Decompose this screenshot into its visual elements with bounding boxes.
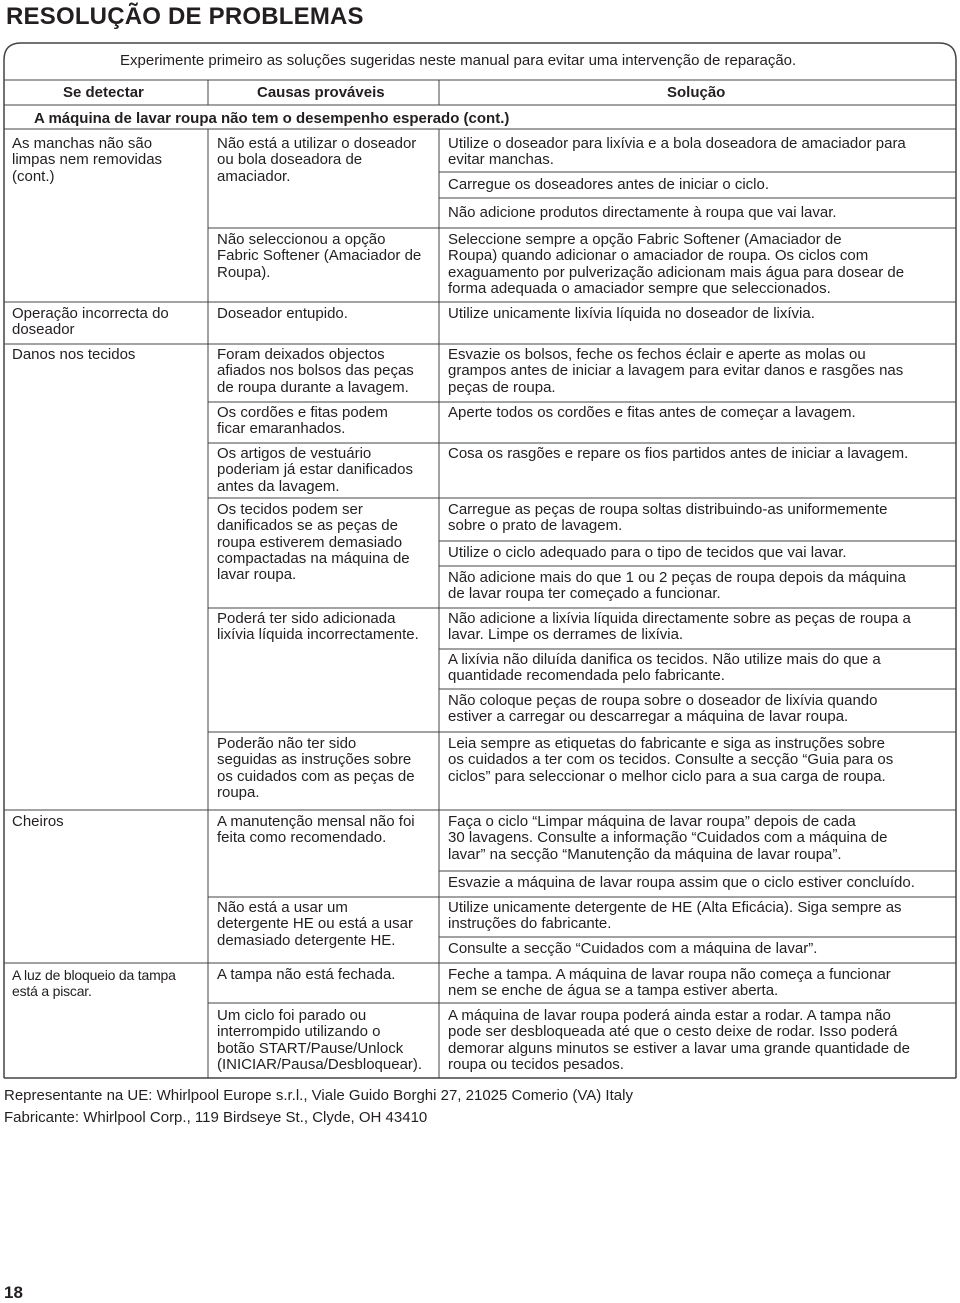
solution-8: Cosa os rasgões e repare os fios partidos antes de iniciar a lavagem. (448, 445, 909, 462)
solution-11: Não adicione mais do que 1 ou 2 peças de roupa depois da máquina de lavar roupa ter começado a funcionar. (448, 569, 906, 603)
intro-text: Experimente primeiro as soluções sugeridas neste manual para evitar uma intervenção de reparação. (120, 52, 797, 69)
solution-3: Não adicione produtos directamente à roupa que vai lavar. (448, 204, 837, 221)
header-detect: Se detectar (63, 84, 144, 101)
solution-19: Consulte a secção “Cuidados com a máquina de lavar”. (448, 940, 818, 957)
solution-4: Seleccione sempre a opção Fabric Softener (Amaciador de Roupa) quando adicionar o amaciador de roupa. Os ciclos com exaguamento por pulverização adicionam mais água para dosear de forma adequada o amaciador sempre que seleccionados. (448, 231, 905, 297)
page-title: RESOLUÇÃO DE PROBLEMAS (6, 3, 364, 30)
cause-manutencao: A manutenção mensal não foi feita como recomendado. (217, 813, 415, 847)
cause-doseador: Não está a utilizar o doseador ou bola doseadora de amaciador. (217, 135, 417, 185)
cause-tampa: A tampa não está fechada. (217, 966, 396, 983)
cause-artigos: Os artigos de vestuário poderiam já estar danificados antes da lavagem. (217, 445, 413, 495)
solution-2: Carregue os doseadores antes de iniciar o ciclo. (448, 176, 770, 193)
cause-entupido: Doseador entupido. (217, 305, 348, 322)
cause-detergente: Não está a usar um detergente HE ou está a usar demasiado detergente HE. (217, 899, 413, 949)
solution-21: A máquina de lavar roupa poderá ainda estar a rodar. A tampa não pode ser desbloqueada até que o cesto deixe de rodar. Isso poderá demorar alguns minutos se estiver a lavar uma grande quantidade de roupa ou tecidos pesados. (448, 1007, 910, 1073)
section-subheader: A máquina de lavar roupa não tem o desempenho esperado (cont.) (34, 110, 510, 127)
header-solution: Solução (667, 84, 726, 101)
solution-17: Esvazie a máquina de lavar roupa assim que o ciclo estiver concluído. (448, 874, 915, 891)
header-causes: Causas prováveis (257, 84, 385, 101)
cause-cordoes: Os cordões e fitas podem ficar emaranhados. (217, 404, 388, 438)
solution-18: Utilize unicamente detergente de HE (Alta Eficácia). Siga sempre as instruções do fabricante. (448, 899, 902, 933)
problem-cheiros: Cheiros (12, 813, 64, 830)
cause-lixivia: Poderá ter sido adicionada lixívia líquida incorrectamente. (217, 610, 419, 644)
cause-instrucoes: Poderão não ter sido seguidas as instruções sobre os cuidados com as peças de roupa. (217, 735, 415, 801)
solution-14: Não coloque peças de roupa sobre o doseador de lixívia quando estiver a carregar ou descarregar a máquina de lavar roupa. (448, 692, 878, 726)
problem-danos: Danos nos tecidos (12, 346, 136, 363)
solution-13: A lixívia não diluída danifica os tecidos. Não utilize mais do que a quantidade recomendada pelo fabricante. (448, 651, 881, 685)
footer-representative: Representante na UE: Whirlpool Europe s.r.l., Viale Guido Borghi 27, 21025 Comerio (VA) Italy (4, 1087, 633, 1104)
cause-ciclo-parado: Um ciclo foi parado ou interrompido utilizando o botão START/Pause/Unlock (INICIAR/Pausa/Desbloquear). (217, 1007, 423, 1073)
solution-15: Leia sempre as etiquetas do fabricante e siga as instruções sobre os cuidados a ter com os tecidos. Consulte a secção “Guia para os ciclos” para seleccionar o melhor ciclo para a sua carga de roupa. (448, 735, 894, 785)
solution-16: Faça o ciclo “Limpar máquina de lavar roupa” depois de cada 30 lavagens. Consulte a informação “Cuidados com a máquina de lavar” na secção “Manutenção da máquina de lavar roupa”. (448, 813, 888, 863)
cause-compactadas: Os tecidos podem ser danificados se as peças de roupa estiverem demasiado compactadas na máquina de lavar roupa. (217, 501, 410, 584)
cause-objectos: Foram deixados objectos afiados nos bolsos das peças de roupa durante a lavagem. (217, 346, 414, 396)
solution-5: Utilize unicamente lixívia líquida no doseador de lixívia. (448, 305, 815, 322)
problem-manchas: As manchas não são limpas nem removidas (cont.) (12, 135, 163, 185)
footer-manufacturer: Fabricante: Whirlpool Corp., 119 Birdseye St., Clyde, OH 43410 (4, 1109, 428, 1126)
cause-fabric-softener: Não seleccionou a opção Fabric Softener (Amaciador de Roupa). (217, 231, 422, 281)
problem-operacao: Operação incorrecta do doseador (12, 305, 169, 339)
problem-luz: A luz de bloqueio da tampa está a piscar. (12, 967, 176, 1000)
solution-9: Carregue as peças de roupa soltas distribuindo-as uniformemente sobre o prato de lavagem. (448, 501, 888, 535)
solution-1: Utilize o doseador para lixívia e a bola doseadora de amaciador para evitar manchas. (448, 135, 906, 169)
solution-6: Esvazie os bolsos, feche os fechos éclair e aperte as molas ou grampos antes de iniciar a lavagem para evitar danos e rasgões nas peças de roupa. (448, 346, 904, 396)
solution-7: Aperte todos os cordões e fitas antes de começar a lavagem. (448, 404, 856, 421)
solution-12: Não adicione a lixívia líquida directamente sobre as peças de roupa a lavar. Limpe os derrames de lixívia. (448, 610, 911, 644)
solution-10: Utilize o ciclo adequado para o tipo de tecidos que vai lavar. (448, 544, 847, 561)
page-number: 18 (4, 1283, 23, 1302)
solution-20: Feche a tampa. A máquina de lavar roupa não começa a funcionar nem se enche de água se a tampa estiver aberta. (448, 966, 891, 1000)
